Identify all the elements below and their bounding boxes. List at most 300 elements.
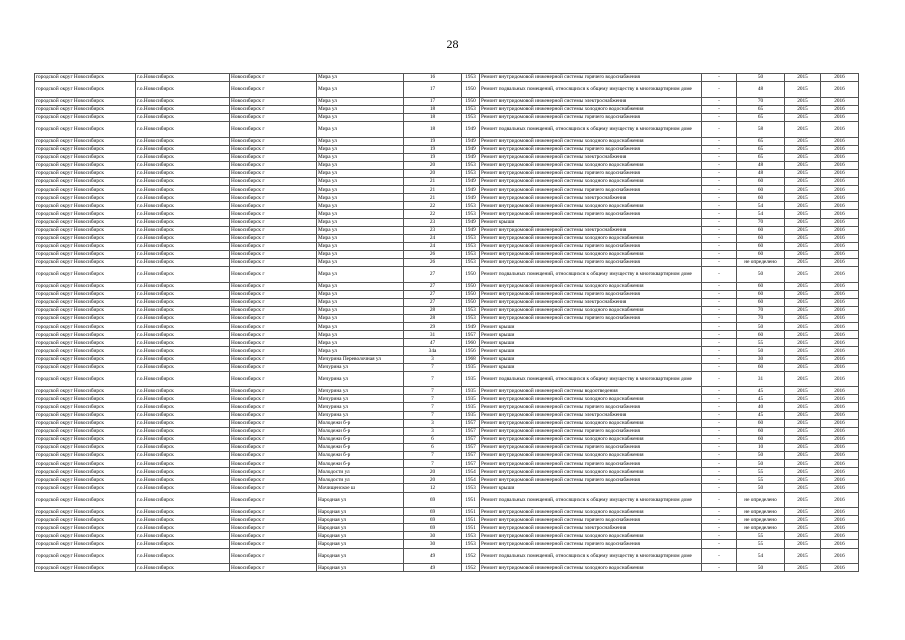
cell-locality: Новосибирск г (230, 169, 317, 177)
cell-end-year: 2016 (821, 178, 859, 186)
cell-municipality: городской округ Новосибирск (35, 492, 136, 508)
cell-cost: 60 (737, 250, 785, 258)
cell-build-year: 1953 (462, 202, 480, 210)
cell-street: Мира ул (317, 194, 404, 202)
cell-build-year: 1950 (462, 282, 480, 290)
cell-build-year: 1953 (462, 484, 480, 492)
table-row (35, 250, 859, 258)
cell-dash-cell: - (702, 476, 737, 484)
cell-settlement: г.о.Новосибирск (136, 145, 230, 153)
table-row (35, 427, 859, 435)
cell-locality: Новосибирск г (230, 97, 317, 105)
cell-build-year: 1949 (462, 121, 480, 137)
table-row (35, 194, 859, 202)
cell-street: Молодежи б-р (317, 427, 404, 435)
table-body (35, 74, 859, 572)
capital-repair-table-container (34, 73, 858, 572)
cell-build-year: 1968 (462, 355, 480, 363)
cell-start-year: 2015 (785, 468, 821, 476)
cell-cost: 65 (737, 105, 785, 113)
cell-cost: 60 (737, 186, 785, 194)
cell-start-year: 2015 (785, 282, 821, 290)
cell-work-type: Ремонт внутридомовой инженерной системы горячего водоснабжения (480, 315, 702, 323)
cell-house-number: 30 (404, 540, 462, 548)
cell-municipality: городской округ Новосибирск (35, 347, 136, 355)
cell-start-year: 2015 (785, 452, 821, 460)
cell-end-year: 2016 (821, 210, 859, 218)
cell-settlement: г.о.Новосибирск (136, 250, 230, 258)
cell-municipality: городской округ Новосибирск (35, 218, 136, 226)
cell-dash-cell: - (702, 443, 737, 451)
cell-locality: Новосибирск г (230, 524, 317, 532)
cell-build-year: 1935 (462, 371, 480, 387)
cell-work-type: Ремонт внутридомовой инженерной системы горячего водоснабжения (480, 258, 702, 266)
cell-municipality: городской округ Новосибирск (35, 194, 136, 202)
cell-municipality: городской округ Новосибирск (35, 484, 136, 492)
cell-build-year: 1949 (462, 178, 480, 186)
cell-settlement: г.о.Новосибирск (136, 226, 230, 234)
cell-municipality: городской округ Новосибирск (35, 169, 136, 177)
cell-cost: 40 (737, 403, 785, 411)
cell-street: Народная ул (317, 508, 404, 516)
cell-start-year: 2015 (785, 427, 821, 435)
cell-work-type: Ремонт внутридомовой инженерной системы горячего водоснабжения (480, 443, 702, 451)
cell-work-type: Ремонт внутридомовой инженерной системы горячего водоснабжения (480, 516, 702, 524)
cell-cost: 50 (737, 267, 785, 283)
cell-end-year: 2016 (821, 250, 859, 258)
cell-locality: Новосибирск г (230, 258, 317, 266)
cell-build-year: 1953 (462, 540, 480, 548)
cell-work-type: Ремонт крыши (480, 331, 702, 339)
cell-build-year: 1950 (462, 298, 480, 306)
cell-end-year: 2016 (821, 169, 859, 177)
cell-settlement: г.о.Новосибирск (136, 403, 230, 411)
table-row (35, 395, 859, 403)
cell-cost: 60 (737, 178, 785, 186)
cell-end-year: 2016 (821, 105, 859, 113)
cell-cost: 65 (737, 137, 785, 145)
cell-locality: Новосибирск г (230, 113, 317, 121)
cell-work-type: Ремонт внутридомовой инженерной системы электроснабжения (480, 153, 702, 161)
cell-work-type: Ремонт внутридомовой инженерной системы электроснабжения (480, 411, 702, 419)
cell-settlement: г.о.Новосибирск (136, 371, 230, 387)
cell-start-year: 2015 (785, 82, 821, 98)
cell-dash-cell: - (702, 339, 737, 347)
cell-locality: Новосибирск г (230, 476, 317, 484)
cell-house-number: 6 (404, 443, 462, 451)
cell-end-year: 2016 (821, 387, 859, 395)
cell-cost: 65 (737, 113, 785, 121)
cell-cost: 60 (737, 435, 785, 443)
cell-house-number: 27 (404, 298, 462, 306)
cell-street: Мира ул (317, 290, 404, 298)
cell-street: Народная ул (317, 492, 404, 508)
cell-work-type: Ремонт внутридомовой инженерной системы горячего водоснабжения (480, 145, 702, 153)
table-row (35, 443, 859, 451)
cell-municipality: городской округ Новосибирск (35, 242, 136, 250)
table-row (35, 210, 859, 218)
cell-cost: 55 (737, 476, 785, 484)
cell-work-type: Ремонт внутридомовой инженерной системы холодного водоснабжения (480, 178, 702, 186)
cell-settlement: г.о.Новосибирск (136, 161, 230, 169)
cell-cost: 50 (737, 323, 785, 331)
cell-locality: Новосибирск г (230, 298, 317, 306)
cell-municipality: городской округ Новосибирск (35, 548, 136, 564)
cell-work-type: Ремонт внутридомовой инженерной системы электроснабжения (480, 298, 702, 306)
cell-cost: 50 (737, 452, 785, 460)
cell-settlement: г.о.Новосибирск (136, 315, 230, 323)
cell-work-type: Ремонт внутридомовой инженерной системы электроснабжения (480, 226, 702, 234)
cell-start-year: 2015 (785, 194, 821, 202)
cell-work-type: Ремонт подвальных помещений, относящихся к общему имуществу в многоквартирном доме (480, 371, 702, 387)
cell-street: Мира ул (317, 306, 404, 314)
cell-street: Мира ул (317, 234, 404, 242)
cell-end-year: 2016 (821, 492, 859, 508)
cell-street: Мира ул (317, 202, 404, 210)
page-number: 28 (446, 37, 459, 51)
cell-house-number: 18 (404, 121, 462, 137)
cell-end-year: 2016 (821, 323, 859, 331)
cell-start-year: 2015 (785, 540, 821, 548)
cell-house-number: 7 (404, 460, 462, 468)
cell-end-year: 2016 (821, 298, 859, 306)
cell-locality: Новосибирск г (230, 137, 317, 145)
cell-municipality: городской округ Новосибирск (35, 427, 136, 435)
cell-house-number: 17 (404, 82, 462, 98)
cell-street: Народная ул (317, 548, 404, 564)
cell-settlement: г.о.Новосибирск (136, 540, 230, 548)
cell-street: Молодости ул (317, 468, 404, 476)
table-row (35, 339, 859, 347)
cell-end-year: 2016 (821, 282, 859, 290)
cell-settlement: г.о.Новосибирск (136, 331, 230, 339)
cell-start-year: 2015 (785, 258, 821, 266)
cell-street: Мира ул (317, 169, 404, 177)
cell-build-year: 1935 (462, 395, 480, 403)
cell-settlement: г.о.Новосибирск (136, 548, 230, 564)
table-row (35, 532, 859, 540)
cell-street: Молодежи б-р (317, 443, 404, 451)
cell-cost: 54 (737, 202, 785, 210)
table-row (35, 435, 859, 443)
cell-municipality: городской округ Новосибирск (35, 468, 136, 476)
cell-street: Народная ул (317, 516, 404, 524)
cell-house-number: 69 (404, 516, 462, 524)
cell-dash-cell: - (702, 267, 737, 283)
cell-settlement: г.о.Новосибирск (136, 258, 230, 266)
cell-locality: Новосибирск г (230, 234, 317, 242)
cell-cost: не определено (737, 492, 785, 508)
cell-settlement: г.о.Новосибирск (136, 468, 230, 476)
cell-start-year: 2015 (785, 226, 821, 234)
cell-municipality: городской округ Новосибирск (35, 250, 136, 258)
table-row (35, 452, 859, 460)
cell-municipality: городской округ Новосибирск (35, 234, 136, 242)
cell-work-type: Ремонт внутридомовой инженерной системы электроснабжения (480, 194, 702, 202)
cell-municipality: городской округ Новосибирск (35, 202, 136, 210)
cell-build-year: 1957 (462, 435, 480, 443)
cell-start-year: 2015 (785, 387, 821, 395)
cell-end-year: 2016 (821, 113, 859, 121)
cell-municipality: городской округ Новосибирск (35, 516, 136, 524)
cell-locality: Новосибирск г (230, 484, 317, 492)
cell-end-year: 2016 (821, 427, 859, 435)
cell-work-type: Ремонт внутридомовой инженерной системы горячего водоснабжения (480, 113, 702, 121)
cell-end-year: 2016 (821, 194, 859, 202)
cell-end-year: 2016 (821, 347, 859, 355)
table-row (35, 202, 859, 210)
cell-house-number: 47 (404, 339, 462, 347)
cell-work-type: Ремонт внутридомовой инженерной системы холодного водоснабжения (480, 282, 702, 290)
cell-end-year: 2016 (821, 452, 859, 460)
cell-build-year: 1949 (462, 137, 480, 145)
cell-street: Мира ул (317, 161, 404, 169)
cell-settlement: г.о.Новосибирск (136, 323, 230, 331)
cell-street: Мира ул (317, 267, 404, 283)
cell-locality: Новосибирск г (230, 435, 317, 443)
cell-build-year: 1957 (462, 452, 480, 460)
table-row (35, 97, 859, 105)
cell-end-year: 2016 (821, 443, 859, 451)
cell-work-type: Ремонт крыши (480, 339, 702, 347)
cell-municipality: городской округ Новосибирск (35, 460, 136, 468)
cell-dash-cell: - (702, 323, 737, 331)
cell-house-number: 30 (404, 532, 462, 540)
table-row (35, 137, 859, 145)
cell-municipality: городской округ Новосибирск (35, 540, 136, 548)
cell-work-type: Ремонт внутридомовой инженерной системы горячего водоснабжения (480, 460, 702, 468)
cell-dash-cell: - (702, 161, 737, 169)
cell-locality: Новосибирск г (230, 315, 317, 323)
cell-locality: Новосибирск г (230, 306, 317, 314)
cell-build-year: 1935 (462, 411, 480, 419)
cell-end-year: 2016 (821, 74, 859, 82)
cell-end-year: 2016 (821, 548, 859, 564)
cell-cost: 30 (737, 355, 785, 363)
cell-settlement: г.о.Новосибирск (136, 242, 230, 250)
table-row (35, 282, 859, 290)
cell-dash-cell: - (702, 540, 737, 548)
cell-start-year: 2015 (785, 153, 821, 161)
cell-municipality: городской округ Новосибирск (35, 121, 136, 137)
cell-locality: Новосибирск г (230, 218, 317, 226)
cell-build-year: 1957 (462, 460, 480, 468)
cell-municipality: городской округ Новосибирск (35, 395, 136, 403)
cell-work-type: Ремонт внутридомовой инженерной системы холодного водоснабжения (480, 161, 702, 169)
cell-cost: 55 (737, 468, 785, 476)
cell-municipality: городской округ Новосибирск (35, 452, 136, 460)
cell-house-number: 7 (404, 387, 462, 395)
cell-start-year: 2015 (785, 169, 821, 177)
cell-cost: 45 (737, 395, 785, 403)
cell-house-number: 3 (404, 355, 462, 363)
cell-street: Молодежи б-р (317, 452, 404, 460)
cell-settlement: г.о.Новосибирск (136, 411, 230, 419)
cell-build-year: 1949 (462, 153, 480, 161)
cell-municipality: городской округ Новосибирск (35, 524, 136, 532)
cell-dash-cell: - (702, 113, 737, 121)
cell-cost: 50 (737, 74, 785, 82)
cell-work-type: Ремонт внутридомовой инженерной системы холодного водоснабжения (480, 202, 702, 210)
cell-work-type: Ремонт внутридомовой инженерной системы горячего водоснабжения (480, 210, 702, 218)
cell-settlement: г.о.Новосибирск (136, 452, 230, 460)
cell-cost: 54 (737, 210, 785, 218)
cell-end-year: 2016 (821, 97, 859, 105)
cell-settlement: г.о.Новосибирск (136, 74, 230, 82)
cell-work-type: Ремонт внутридомовой инженерной системы холодного водоснабжения (480, 435, 702, 443)
cell-house-number: 21 (404, 186, 462, 194)
cell-dash-cell: - (702, 242, 737, 250)
cell-settlement: г.о.Новосибирск (136, 105, 230, 113)
cell-street: Мира ул (317, 331, 404, 339)
cell-start-year: 2015 (785, 363, 821, 371)
cell-dash-cell: - (702, 250, 737, 258)
cell-cost: не определено (737, 516, 785, 524)
cell-build-year: 1953 (462, 242, 480, 250)
cell-settlement: г.о.Новосибирск (136, 113, 230, 121)
cell-start-year: 2015 (785, 548, 821, 564)
cell-work-type: Ремонт внутридомовой инженерной системы холодного водоснабжения (480, 306, 702, 314)
cell-street: Мира ул (317, 186, 404, 194)
cell-municipality: городской округ Новосибирск (35, 331, 136, 339)
table-row (35, 387, 859, 395)
cell-cost: 70 (737, 97, 785, 105)
cell-cost: 45 (737, 387, 785, 395)
cell-start-year: 2015 (785, 97, 821, 105)
cell-locality: Новосибирск г (230, 548, 317, 564)
cell-street: Народная ул (317, 524, 404, 532)
cell-work-type: Ремонт внутридомовой инженерной системы горячего водоснабжения (480, 403, 702, 411)
cell-municipality: городской округ Новосибирск (35, 74, 136, 82)
cell-house-number: 23 (404, 226, 462, 234)
cell-settlement: г.о.Новосибирск (136, 435, 230, 443)
cell-locality: Новосибирск г (230, 516, 317, 524)
cell-dash-cell: - (702, 315, 737, 323)
cell-locality: Новосибирск г (230, 492, 317, 508)
cell-municipality: городской округ Новосибирск (35, 443, 136, 451)
cell-municipality: городской округ Новосибирск (35, 178, 136, 186)
cell-cost: 58 (737, 121, 785, 137)
cell-start-year: 2015 (785, 419, 821, 427)
cell-start-year: 2015 (785, 339, 821, 347)
cell-build-year: 1949 (462, 218, 480, 226)
table-row (35, 258, 859, 266)
table-row (35, 411, 859, 419)
table-row (35, 218, 859, 226)
cell-locality: Новосибирск г (230, 226, 317, 234)
cell-end-year: 2016 (821, 371, 859, 387)
cell-start-year: 2015 (785, 250, 821, 258)
table-row (35, 492, 859, 508)
cell-dash-cell: - (702, 226, 737, 234)
table-row (35, 323, 859, 331)
cell-build-year: 1953 (462, 234, 480, 242)
cell-cost: 50 (737, 564, 785, 572)
cell-house-number: 28 (404, 315, 462, 323)
cell-start-year: 2015 (785, 411, 821, 419)
cell-end-year: 2016 (821, 242, 859, 250)
cell-cost: не определено (737, 258, 785, 266)
cell-municipality: городской округ Новосибирск (35, 419, 136, 427)
cell-settlement: г.о.Новосибирск (136, 169, 230, 177)
cell-settlement: г.о.Новосибирск (136, 290, 230, 298)
cell-municipality: городской округ Новосибирск (35, 161, 136, 169)
cell-settlement: г.о.Новосибирск (136, 419, 230, 427)
cell-house-number: 22 (404, 210, 462, 218)
cell-end-year: 2016 (821, 145, 859, 153)
cell-work-type: Ремонт подвальных помещений, относящихся к общему имуществу в многоквартирном доме (480, 121, 702, 137)
cell-locality: Новосибирск г (230, 395, 317, 403)
cell-house-number: 20 (404, 476, 462, 484)
cell-settlement: г.о.Новосибирск (136, 282, 230, 290)
cell-end-year: 2016 (821, 355, 859, 363)
cell-cost: 60 (737, 242, 785, 250)
table-row (35, 105, 859, 113)
table-row (35, 540, 859, 548)
cell-cost: 50 (737, 484, 785, 492)
cell-locality: Новосибирск г (230, 267, 317, 283)
cell-work-type: Ремонт внутридомовой инженерной системы горячего водоснабжения (480, 169, 702, 177)
cell-cost: 70 (737, 315, 785, 323)
cell-cost: 60 (737, 427, 785, 435)
cell-build-year: 1954 (462, 476, 480, 484)
table-row (35, 242, 859, 250)
table-row (35, 371, 859, 387)
cell-start-year: 2015 (785, 347, 821, 355)
cell-build-year: 1950 (462, 97, 480, 105)
cell-settlement: г.о.Новосибирск (136, 178, 230, 186)
cell-cost: 31 (737, 371, 785, 387)
table-row (35, 315, 859, 323)
cell-house-number: 12 (404, 484, 462, 492)
cell-build-year: 1953 (462, 105, 480, 113)
cell-end-year: 2016 (821, 153, 859, 161)
cell-work-type: Ремонт внутридомовой инженерной системы электроснабжения (480, 524, 702, 532)
cell-house-number: 7 (404, 395, 462, 403)
cell-end-year: 2016 (821, 267, 859, 283)
cell-street: Молодежи б-р (317, 435, 404, 443)
cell-house-number: 3 (404, 427, 462, 435)
cell-settlement: г.о.Новосибирск (136, 427, 230, 435)
table-row (35, 145, 859, 153)
cell-settlement: г.о.Новосибирск (136, 443, 230, 451)
table-row (35, 290, 859, 298)
cell-cost: 45 (737, 411, 785, 419)
cell-dash-cell: - (702, 186, 737, 194)
cell-street: Мира ул (317, 74, 404, 82)
table-row (35, 524, 859, 532)
cell-cost: 60 (737, 194, 785, 202)
cell-work-type: Ремонт внутридомовой инженерной системы холодного водоснабжения (480, 452, 702, 460)
table-row (35, 403, 859, 411)
cell-dash-cell: - (702, 371, 737, 387)
cell-start-year: 2015 (785, 435, 821, 443)
cell-locality: Новосибирск г (230, 282, 317, 290)
cell-build-year: 1953 (462, 161, 480, 169)
cell-locality: Новосибирск г (230, 186, 317, 194)
cell-end-year: 2016 (821, 564, 859, 572)
cell-settlement: г.о.Новосибирск (136, 347, 230, 355)
cell-work-type: Ремонт внутридомовой инженерной системы холодного водоснабжения (480, 508, 702, 516)
cell-build-year: 1957 (462, 427, 480, 435)
cell-cost: 60 (737, 331, 785, 339)
cell-dash-cell: - (702, 516, 737, 524)
cell-dash-cell: - (702, 145, 737, 153)
cell-build-year: 1950 (462, 82, 480, 98)
cell-locality: Новосибирск г (230, 540, 317, 548)
cell-dash-cell: - (702, 548, 737, 564)
cell-locality: Новосибирск г (230, 210, 317, 218)
